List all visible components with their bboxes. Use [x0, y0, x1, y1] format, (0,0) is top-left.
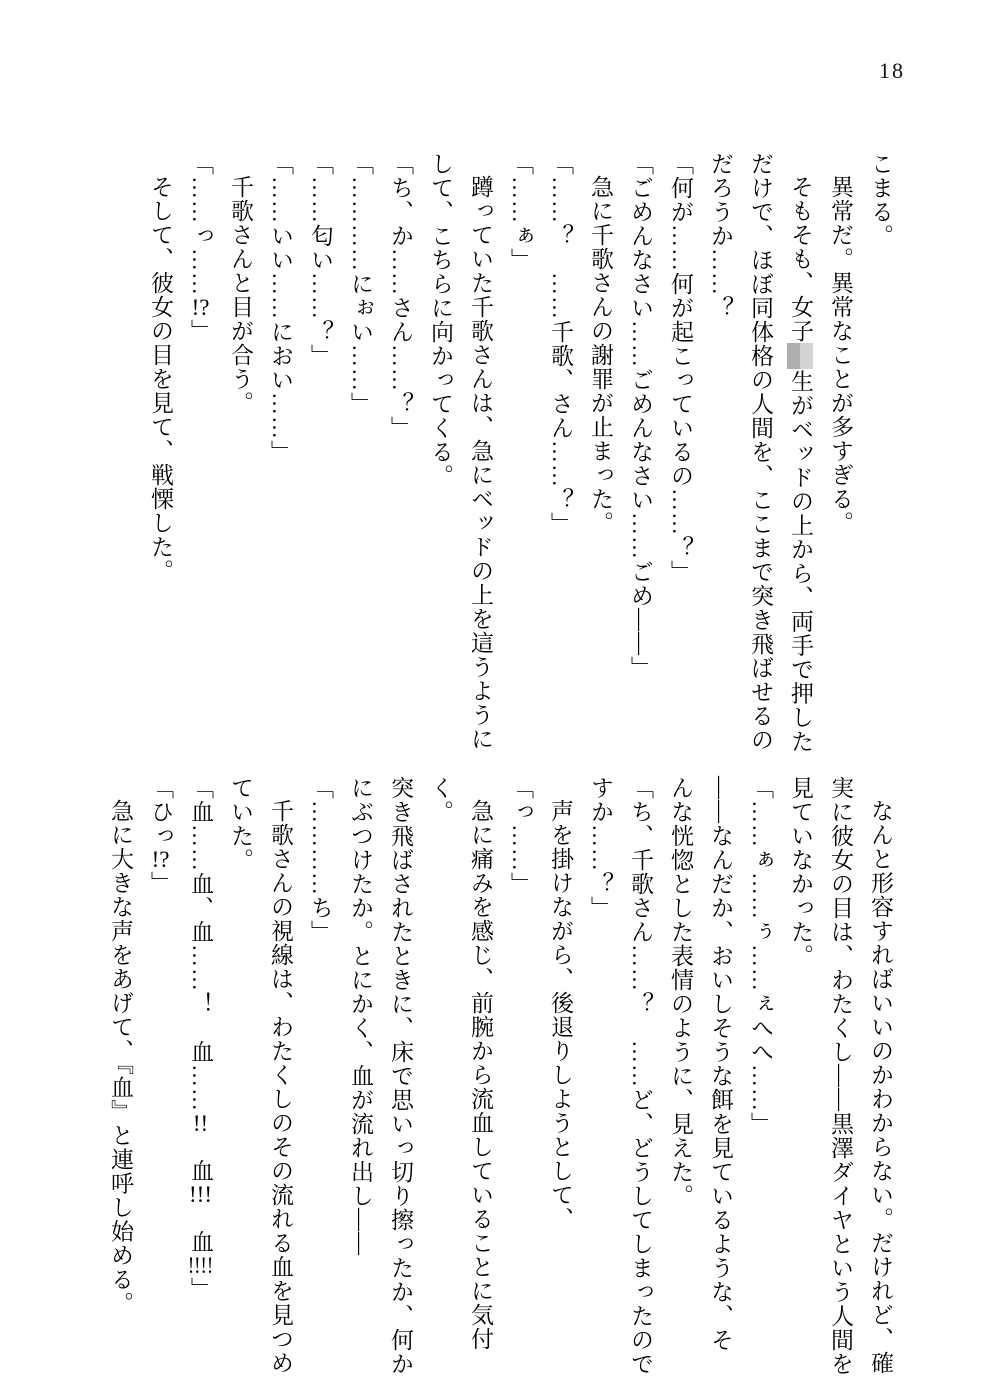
text-line: ていた。: [228, 776, 253, 872]
text-line: 「……匂い……？」: [308, 152, 333, 368]
text-line: 蹲っていた千歌さんは、急にベッドの上を這うように: [468, 175, 493, 751]
lower-text-block: [108, 776, 900, 1398]
text-line: 「ち、か……さん……？」: [388, 152, 413, 440]
upper-text-block: [130, 152, 900, 774]
text-line: 「何が……何が起こっているの……？」: [668, 152, 693, 584]
text-line: 異常だ。異常なことが多すぎる。: [828, 175, 853, 535]
text-line: だろうか……？: [708, 152, 733, 320]
text-line: 「ごめんなさい……ごめんなさい……ごめ――」: [628, 152, 653, 680]
text-line: 「……ぁ」: [508, 152, 533, 272]
tate-chu-yoko-marks: !!: [192, 1112, 209, 1135]
text-line: なんと形容すればいいのかわからない。だけれど、確: [868, 799, 893, 1375]
tate-chu-yoko-marks: !?: [191, 296, 210, 319]
text-line: して、こちらに向かってくる。: [428, 152, 453, 488]
text-line: 「…………にぉい……」: [348, 152, 373, 416]
text-line: 「ひっ!?」: [148, 776, 173, 895]
text-line: すか……？」: [588, 776, 613, 920]
text-line: 「っ……」: [508, 776, 533, 896]
text-line: だけで、ほぼ同体格の人間を、ここまで突き飛ばせるの: [748, 152, 773, 752]
text-line: 「……いい……におい……」: [268, 152, 293, 464]
text-line: 突き飛ばされたときに、床で思いっ切り擦ったか、何か: [388, 776, 413, 1376]
text-line: 「血……血、血……！ 血……!! 血!!! 血!!!!」: [187, 776, 214, 1301]
tate-chu-yoko-marks: !!!!: [187, 1254, 214, 1277]
text-line: 急に痛みを感じ、前腕から流血していることに気付く。: [428, 776, 493, 1351]
text-line: んな恍惚とした表情のように、見えた。: [668, 776, 693, 1208]
text-line: 「……ぁ……ぅ……ぇへへ……」: [748, 776, 773, 1136]
text-line: こまる。: [868, 152, 893, 248]
text-line: 「……？ ……千歌、さん……？」: [548, 152, 573, 536]
text-line: 「ち、千歌さん……？ ……ど、どうしてしまったので: [628, 776, 653, 1376]
page-number: 18: [879, 58, 905, 83]
text-line: 見ていなかった。: [788, 776, 813, 968]
censored-character-box: [787, 343, 812, 369]
text-line: ――なんだか、おいしそうな餌を見ているような、そ: [708, 776, 733, 1352]
text-line: 「…………ち」: [308, 776, 333, 944]
text-line: 千歌さんの視線は、わたくしのその流れる血を見つめ: [268, 799, 293, 1375]
tate-chu-yoko-marks: !!!: [189, 1183, 212, 1206]
text-line: 実に彼女の目は、わたくし――黒澤ダイヤという人間を: [828, 776, 853, 1376]
text-line: 急に千歌さんの謝罪が止まった。: [588, 175, 613, 535]
tate-chu-yoko-marks: !?: [151, 848, 170, 871]
text-line: にぶつけたか。とにかく、血が流れ出し――: [348, 776, 373, 1256]
text-line: 千歌さんと目が合う。: [228, 175, 253, 415]
text-line: そして、彼女の目を見て、戦慄した。: [148, 175, 173, 583]
text-line: 急に大きな声をあげて、『血』と連呼し始める。: [108, 799, 133, 1316]
text-line: 「……っ……!?」: [188, 152, 213, 343]
text-line: そもそも、女子生がベッドの上から、両手で押した: [788, 175, 813, 754]
text-line: 声を掛けながら、後退りしようとして、: [548, 799, 573, 1231]
